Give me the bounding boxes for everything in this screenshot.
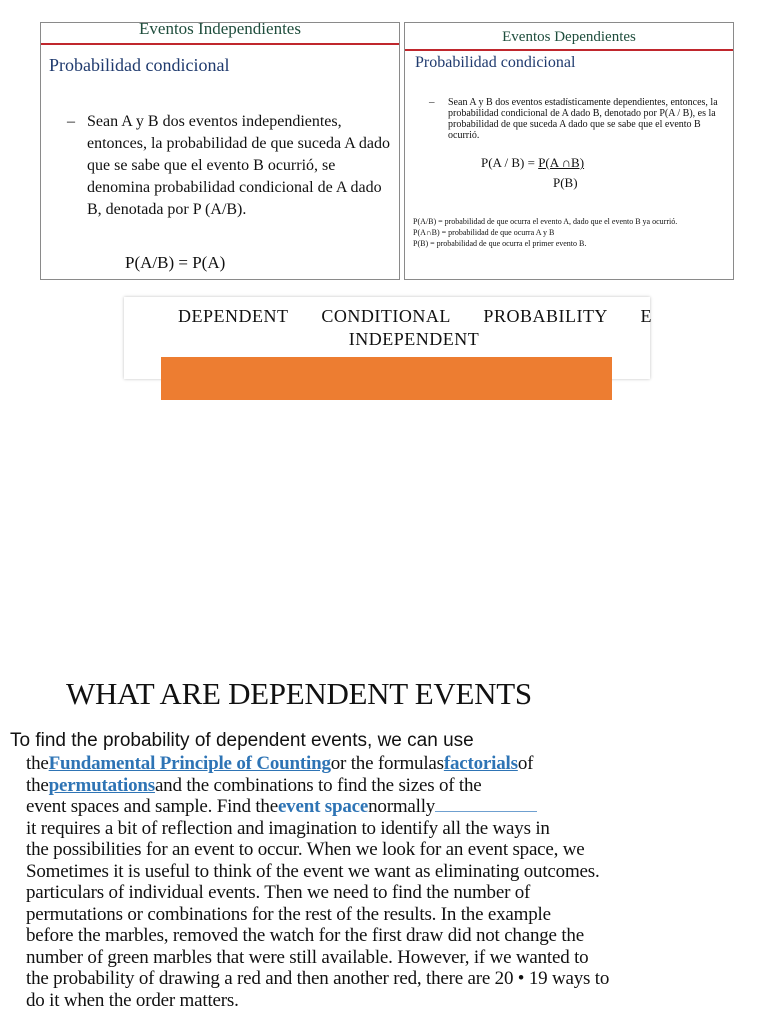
bullet-dash: – — [429, 96, 435, 108]
text-run: and the combinations to find the sizes of the — [154, 774, 482, 796]
banner-accent-bar — [161, 357, 612, 400]
banner-title — [176, 305, 652, 351]
text-run: the — [26, 753, 49, 774]
body-line: number of green marbles that were still available. However, if we wanted to — [26, 946, 589, 968]
text-run: the — [26, 774, 49, 796]
title-divider — [41, 43, 399, 45]
slide-title: Eventos Dependientes — [502, 29, 636, 45]
formula-lhs: P(A / B) = — [481, 155, 539, 170]
banner-title-line1: DEPENDENT CONDITIONAL PROBABILITY E — [178, 306, 652, 326]
slide-independent-events — [40, 22, 400, 280]
formula-denominator: P(B) — [553, 175, 578, 190]
body-line — [26, 753, 686, 775]
body-line: particulars of individual events. Then we need to find the number of — [26, 882, 531, 903]
event-space-term: event space — [277, 796, 369, 817]
body-paragraph — [26, 753, 686, 1011]
body-line: before the marbles, removed the watch for the first draw did not change the — [26, 925, 584, 946]
body-line — [26, 775, 686, 797]
fundamental-principle-link[interactable]: Fundamental Principle of Counting — [48, 753, 331, 774]
text-run: of — [517, 753, 534, 774]
intro-text: To find the probability of dependent events, we can use — [10, 730, 474, 751]
definition-item: P(B) = probabilidad de que ocurra el primer evento B. — [413, 239, 587, 248]
bullet-text: Sean A y B dos eventos estadísticamente dependientes, entonces, la probabilidad condicional de A dado B, denotado por P(A / B), es la probabilidad de que suceda A dado que se sabe que el evento B ocurrió. — [448, 97, 718, 141]
permutations-link[interactable]: permutations — [48, 774, 155, 796]
definition-item: P(A/B) = probabilidad de que ocurra el evento A, dado que el evento B ya ocurrió. — [413, 217, 678, 226]
formula-numerator: P(A ∩B) — [538, 155, 585, 170]
text-run: or the formulas — [330, 753, 444, 774]
slide-dependent-events — [404, 22, 734, 280]
definitions-list — [413, 216, 677, 249]
text-run: normally — [368, 796, 436, 817]
slide-subtitle: Probabilidad condicional — [49, 55, 230, 75]
text-run: event spaces and sample. Find the — [26, 796, 278, 817]
slide-subtitle: Probabilidad condicional — [415, 54, 576, 71]
banner-title-line2: INDEPENDENT — [348, 329, 480, 349]
body-line: the possibilities for an event to occur. When we look for an event space, we — [26, 839, 585, 860]
title-divider — [405, 49, 733, 51]
body-line: Sometimes it is useful to think of the event we want as eliminating outcomes. — [26, 860, 600, 882]
body-line: the probability of drawing a red and then another red, there are 20 • 19 ways to — [26, 968, 610, 989]
body-line: it requires a bit of reflection and imagination to identify all the ways in — [26, 817, 550, 839]
body-line: do it when the order matters. — [26, 989, 239, 1011]
section-heading: WHAT ARE DEPENDENT EVENTS — [66, 676, 532, 711]
bullet-dash: – — [67, 113, 75, 130]
formula: P(A/B) = P(A) — [125, 253, 226, 272]
definition-item: P(A∩B) = probabilidad de que ocurra A y B — [413, 228, 555, 237]
body-line — [26, 796, 686, 818]
formula — [481, 155, 585, 190]
underline-rule — [435, 797, 537, 812]
body-line: permutations or combinations for the rest of the results. In the example — [26, 903, 551, 925]
bullet-text: Sean A y B dos eventos independientes, entonces, la probabilidad de que suceda A dado que se sabe que el evento B ocurrió, se denomina probabilidad condicional de A dado B, denotada por P (A/B). — [87, 113, 391, 218]
factorials-link[interactable]: factorials — [443, 753, 518, 774]
slide-title: Eventos Independientes — [139, 22, 301, 38]
